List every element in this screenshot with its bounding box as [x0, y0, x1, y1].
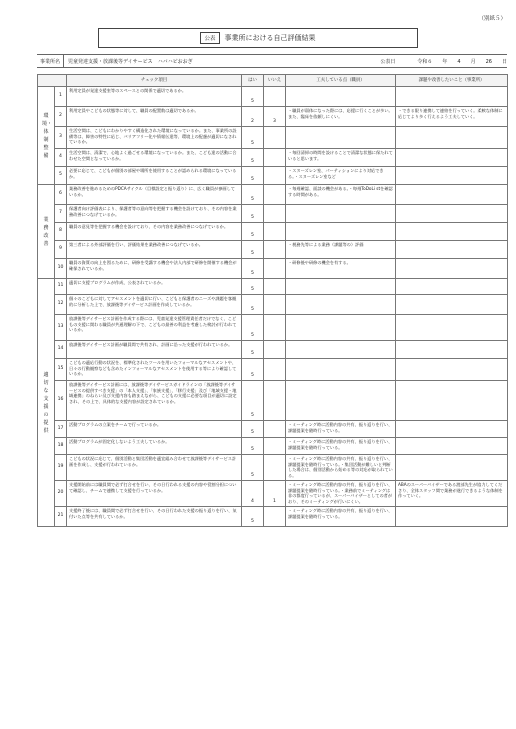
no-count — [264, 127, 286, 149]
improve-note — [396, 381, 508, 421]
item-number: 8 — [55, 223, 67, 241]
item-text: 利用定員やこどもの状態等に対して、職員の配置数は適切であるか。 — [67, 107, 242, 127]
yes-count: 5 — [242, 455, 264, 481]
yes-count: 5 — [242, 167, 264, 185]
no-count — [264, 279, 286, 295]
table-row — [38, 87, 508, 107]
improve-note — [396, 279, 508, 295]
effort-note — [286, 279, 396, 295]
yes-count: 5 — [242, 259, 264, 279]
improve-note — [396, 438, 508, 455]
item-text: 個々のこどもに対してアセスメントを適切に行い、こどもと保護者のニーズや課題を客観的に分析した上で、放課後等デイサービス計画を作成しているか。 — [67, 295, 242, 315]
no-count — [264, 223, 286, 241]
header-effort: 工夫している点（職員） — [286, 75, 396, 87]
table-row — [38, 359, 508, 381]
table-row — [38, 341, 508, 359]
effort-note — [286, 381, 396, 421]
public-badge: 公表 — [200, 32, 219, 44]
item-number: 7 — [55, 205, 67, 223]
item-text: 利用定員が発達支援室等のスペースとの関係で適切であるか。 — [67, 87, 242, 107]
item-number: 6 — [55, 185, 67, 205]
item-text: 適切に支援プログラムが作成、公表されているか。 — [67, 279, 242, 295]
facility-label: 事業所名 — [39, 58, 60, 65]
no-count — [264, 381, 286, 421]
improve-note — [396, 421, 508, 438]
no-count: 3 — [264, 107, 286, 127]
table-row — [38, 421, 508, 438]
no-count — [264, 315, 286, 341]
no-count: 1 — [264, 481, 286, 507]
date-era: 令和６ — [417, 58, 433, 65]
item-number: 10 — [55, 259, 67, 279]
header-improve: 課題や改善したいこと（事業所） — [396, 75, 508, 87]
item-number: 15 — [55, 359, 67, 381]
table-row — [38, 481, 508, 507]
effort-note — [286, 223, 396, 241]
improve-note — [396, 127, 508, 149]
item-text: 放課後等デイサービス計画を作成する際には、児童発達支援管理責任者だけでなく、こどもの支援に関わる職員が共通理解の下で、こどもの最善の利益を考慮した検討が行われているか。 — [67, 315, 242, 341]
table-row — [38, 107, 508, 127]
category-label: 適切な支援の提供 — [43, 371, 49, 434]
yes-count: 5 — [242, 315, 264, 341]
yes-count: 2 — [242, 107, 264, 127]
yes-count: 5 — [242, 421, 264, 438]
item-number: 4 — [55, 149, 67, 167]
improve-note — [396, 87, 508, 107]
table-row — [38, 185, 508, 205]
item-text: こどもの状況に応じて、個別活動と集団活動を適宜組み合わせて放課後等デイサービス計画を作成し、支援が行われているか。 — [67, 455, 242, 481]
item-text: 活動プログラムの立案をチームで行っているか。 — [67, 421, 242, 438]
effort-note: ・毎回清掃の時間を設けることで清潔な状態に保たれていると思います。 — [286, 149, 396, 167]
yes-count: 5 — [242, 241, 264, 259]
item-text: こどもの適応行動の状況を、標準化されたツールを用いたフォーマルなアセスメントや、日々の行動観察なども含めたインフォーマルなアセスメントを使用する等により確認しているか。 — [67, 359, 242, 381]
table-row — [38, 205, 508, 223]
sheet-number: （別紙５） — [478, 16, 506, 22]
item-number: 17 — [55, 421, 67, 438]
item-number: 20 — [55, 481, 67, 507]
yes-count: 5 — [242, 341, 264, 359]
improve-note — [396, 341, 508, 359]
public-date-label: 公表日 — [380, 58, 396, 65]
table-row — [38, 149, 508, 167]
table-row — [38, 315, 508, 341]
yes-count: 5 — [242, 205, 264, 223]
improve-note — [396, 223, 508, 241]
category-label: 環境・体制整備 — [42, 112, 53, 159]
item-number: 9 — [55, 241, 67, 259]
category-env — [38, 87, 55, 185]
yes-count: 5 — [242, 127, 264, 149]
table-row — [38, 167, 508, 185]
table-header-row — [38, 75, 508, 87]
yes-count: 5 — [242, 87, 264, 107]
yes-count: 5 — [242, 359, 264, 381]
no-count — [264, 438, 286, 455]
table-row — [38, 295, 508, 315]
no-count — [264, 241, 286, 259]
no-count — [264, 167, 286, 185]
no-count — [264, 359, 286, 381]
no-count — [264, 259, 286, 279]
effort-note: ・ミーティング時に活動内容の共有、振り返りを行い、課題提案を随時行っている。 — [286, 421, 396, 438]
improve-note — [396, 167, 508, 185]
improve-note — [396, 359, 508, 381]
yes-count: 5 — [242, 149, 264, 167]
effort-note: ・研修後や研修の機会を有する。 — [286, 259, 396, 279]
effort-note — [286, 341, 396, 359]
item-number: 12 — [55, 295, 67, 315]
effort-note: ・税務先等による業務（課題等の）評価 — [286, 241, 396, 259]
yes-count: 5 — [242, 381, 264, 421]
improve-note — [396, 507, 508, 527]
item-text: 放課後等デイサービス計画が職員間で共有され、計画に沿った支援が行われているか。 — [67, 341, 242, 359]
effort-note: ・スヌーズレン室、パーティションにより対応できる。・スヌーズレン室など — [286, 167, 396, 185]
category-label: 業務改善 — [43, 216, 49, 247]
date-day-label: 日 — [501, 58, 507, 65]
date-year-label: 年 — [442, 58, 448, 65]
category-biz — [38, 185, 55, 279]
item-text: 必要に応じて、こどもが個別の部屋や場所を使用することが認められる環境になっているか。 — [67, 167, 242, 185]
improve-note: ・できる限り連携して連絡を行っていく。柔軟な体制に応じてより多く行えるよう工夫していく。 — [396, 107, 508, 127]
title-box — [98, 28, 418, 48]
no-count — [264, 87, 286, 107]
item-text: 業務改善を進めるためのPDCAサイクル（目標設定と振り返り）に、広く職員が参画しているか。 — [67, 185, 242, 205]
improve-note — [396, 149, 508, 167]
effort-note: ・ミーティング時に活動内容の共有、振り返りを行い、課題提案を随時行っている。 — [286, 507, 396, 527]
table-row — [38, 438, 508, 455]
effort-note — [286, 359, 396, 381]
item-number: 16 — [55, 381, 67, 421]
table-row — [38, 241, 508, 259]
improve-note — [396, 295, 508, 315]
table-row — [38, 223, 508, 241]
improve-note — [396, 205, 508, 223]
improve-note — [396, 259, 508, 279]
item-number: 13 — [55, 315, 67, 341]
table-row — [38, 259, 508, 279]
effort-note: ・ミーティング時に活動内容の共有、振り返りを行い、課題提案を随時行っている。・集団活動が難しいと判断した場合は、個別活動から始める等の対応が取られている。 — [286, 455, 396, 481]
item-text: 保護者向け評価表により、保護者等の意向等を把握する機会を設けており、その内容を業務改善につなげているか。 — [67, 205, 242, 223]
improve-note: ABAのスーパーバイザーである渡部先生が協力してくださり、全体スタッフ間で業務が遂行できるような体制を作っていく。 — [396, 481, 508, 507]
item-text: 放課後等デイサービス計画には、放課後等デイサービスガイドラインの「放課後等デイサービスの提供すべき支援」の「本人支援」、「家族支援」、「移行支援」及び「地域支援・地域連携」のねらい及び支援内容も踏まえながら、こどもの支援に必要な項目が適切に設定され、その上で、具体的な支援内容が設定されているか。 — [67, 381, 242, 421]
header-blank — [38, 75, 67, 87]
yes-count: 5 — [242, 279, 264, 295]
no-count — [264, 185, 286, 205]
improve-note — [396, 185, 508, 205]
category-support — [38, 279, 55, 527]
yes-count: 4 — [242, 481, 264, 507]
page-title: 事業所における自己評価結果 — [224, 34, 316, 42]
date-day: 26 — [485, 58, 492, 65]
item-text: 生活空間は、こどもにわかりやすく構造化された環境になっているか。また、事業所の設備等は、障害の特性に応じ、バリアフリー化や情報伝達等、環境上の配慮が適切になされているか。 — [67, 127, 242, 149]
table-row — [38, 279, 508, 295]
item-number: 19 — [55, 455, 67, 481]
yes-count: 5 — [242, 295, 264, 315]
improve-note — [396, 455, 508, 481]
table-row — [38, 507, 508, 527]
yes-count: 5 — [242, 438, 264, 455]
item-number: 14 — [55, 341, 67, 359]
item-number: 1 — [55, 87, 67, 107]
item-number: 18 — [55, 438, 67, 455]
effort-note — [286, 315, 396, 341]
header-yes: はい — [242, 75, 264, 87]
no-count — [264, 341, 286, 359]
header-no: いいえ — [264, 75, 286, 87]
effort-note: ・職員が弱体になった際には、応援に行くことが多い。また、臨床を依頼しにくい。 — [286, 107, 396, 127]
date-month: 4 — [457, 58, 461, 65]
item-number: 3 — [55, 127, 67, 149]
item-number: 11 — [55, 279, 67, 295]
evaluation-table — [37, 74, 508, 527]
improve-note — [396, 241, 508, 259]
item-text: 第三者による外部評価を行い、評価結果を業務改善につなげているか。 — [67, 241, 242, 259]
facility-name-text: 児童発達支援・放課後等デイサービス ハバハピおおぎ — [68, 58, 193, 65]
effort-note — [286, 205, 396, 223]
yes-count: 5 — [242, 185, 264, 205]
facility-name — [63, 55, 507, 67]
effort-note — [286, 295, 396, 315]
no-count — [264, 295, 286, 315]
effort-note — [286, 127, 396, 149]
effort-note: ・毎週確認、面談の機会がある。・毎週ToDoLi stを確認する時間がある。 — [286, 185, 396, 205]
item-text: 活動プログラムが固定化しないよう工夫しているか。 — [67, 438, 242, 455]
no-count — [264, 149, 286, 167]
yes-count: 5 — [242, 223, 264, 241]
item-text: 支援開始前には職員間で必ず打合せを行い、その日行われる支援の内容や役割分担について確認し、チームで連携して支援を行っているか。 — [67, 481, 242, 507]
item-text: 職員の資質の向上を図るために、研修を受講する機会や法人内部で研修を開催する機会が確保されているか。 — [67, 259, 242, 279]
public-date — [407, 58, 507, 65]
yes-count: 5 — [242, 507, 264, 527]
item-text: 生活空間は、清潔で、心地よく過ごせる環境になっているか。また、こども達の活動に合わせた空間となっているか。 — [67, 149, 242, 167]
effort-note: ・ミーティング時に活動内容の共有、振り返りを行い、課題提案を随時行っている。 — [286, 438, 396, 455]
item-number: 5 — [55, 167, 67, 185]
item-number: 2 — [55, 107, 67, 127]
effort-note: ・ミーティング時に活動内容の共有、振り返りを行い、課題提案を随時行っている。・業務前でミーティングは非の都度行っているが、スーパーバイザーとしての者がおり、そのミーティングが行いにくい。 — [286, 481, 396, 507]
item-number: 21 — [55, 507, 67, 527]
no-count — [264, 421, 286, 438]
no-count — [264, 205, 286, 223]
facility-info — [37, 54, 507, 68]
header-check: チェック項目 — [67, 75, 242, 87]
improve-note — [396, 315, 508, 341]
no-count — [264, 455, 286, 481]
no-count — [264, 507, 286, 527]
table-row — [38, 455, 508, 481]
effort-note — [286, 87, 396, 107]
item-text: 職員の意見等を把握する機会を設けており、その内容を業務改善につなげているか。 — [67, 223, 242, 241]
date-month-label: 月 — [470, 58, 476, 65]
table-row — [38, 381, 508, 421]
table-row — [38, 127, 508, 149]
item-text: 支援終了後には、職員間で必ず打合せを行い、その日行われた支援の振り返りを行い、気付いた点等を共有しているか。 — [67, 507, 242, 527]
